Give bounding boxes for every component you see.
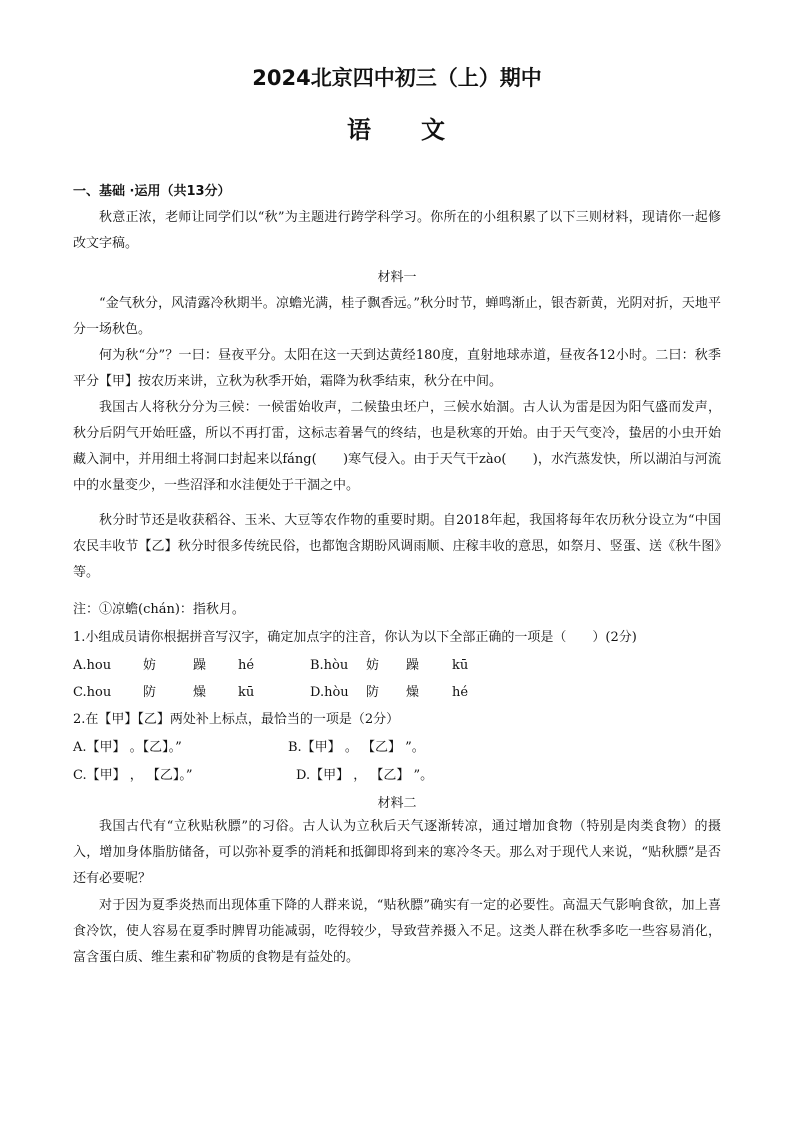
- option-char: 燥: [406, 685, 420, 700]
- option-char: 躁: [406, 658, 420, 673]
- material2-heading: 材料二: [377, 796, 417, 811]
- question-1-stem: 1.小组成员请你根据拼音写汉字，确定加点字的注音，你认为以下全部正确的一项是（ ）(2分): [73, 630, 637, 645]
- material1-paragraph-3: 我国古人将秋分分为三候：一候雷始收声，二候蛰虫坯户，三候水始涸。古人认为雷是因为阳气盛而发声，秋分后阴气开始旺盛，所以不再打雷，这标志着暑气的终结，也是秋寒的开始。由于天气变冷，蛰居的小虫开始藏入洞中，并用细土将洞口封起来以fáng( )寒气侵入。由于天气干zào( )，水汽蒸发快，所以湖泊与河流中的水量变少，一些沼泽和水洼便处于干涸之中。: [73, 400, 721, 493]
- option-char: 燥: [193, 685, 207, 700]
- option-char: 妨: [143, 658, 157, 673]
- material2-paragraph-1: 我国古代有“立秋贴秋膘”的习俗。古人认为立秋后天气逐渐转凉，通过增加食物（特别是肉类食物）的摄入，增加身体脂肪储备，可以弥补夏季的消耗和抵御即将到来的寒冷冬天。那么对于现代人来说，“贴秋膘”是否还有必要呢？: [73, 819, 721, 886]
- option-pinyin: hé: [452, 685, 469, 700]
- footnote: 注：①凉蟾(chán)：指秋月。: [73, 602, 245, 617]
- q1-option-b[interactable]: [310, 654, 468, 673]
- option-pinyin: kū: [452, 658, 469, 673]
- option-pinyin: hé: [238, 658, 255, 673]
- option-char: 妨: [366, 658, 380, 673]
- q2-option-d[interactable]: D.【甲】 ， 【乙】 ”。: [296, 768, 434, 783]
- q2-option-b[interactable]: B.【甲】 。 【乙】 ”。: [288, 740, 425, 755]
- q1-option-d[interactable]: [310, 681, 468, 700]
- option-letter: D.hòu: [310, 685, 349, 700]
- material2-paragraph-2: 对于因为夏季炎热而出现体重下降的人群来说，“贴秋膘”确实有一定的必要性。高温天气影响食欲，加上喜食冷饮，使人容易在夏季时脾胃功能减弱，吃得较少，导致营养摄入不足。这类人群在秋季多吃一些容易消化，富含蛋白质、维生素和矿物质的食物是有益处的。: [73, 898, 721, 965]
- intro-paragraph: 秋意正浓，老师让同学们以“秋”为主题进行跨学科学习。你所在的小组积累了以下三则材料，现请你一起修改文字稿。: [73, 210, 721, 251]
- option-pinyin: kū: [238, 685, 255, 700]
- option-char: 防: [366, 685, 380, 700]
- subject-title: [0, 110, 794, 145]
- option-letter: B.hòu: [310, 658, 349, 673]
- option-letter: C.hou: [73, 685, 112, 700]
- material1-paragraph-1: “金气秋分，风清露冷秋期半。凉蟾光满，桂子飘香远。”秋分时节，蝉鸣渐止，银杏新黄，光阴对折，天地平分一场秋色。: [73, 296, 721, 337]
- option-char: 躁: [193, 658, 207, 673]
- option-letter: A.hou: [73, 658, 112, 673]
- q1-option-c[interactable]: [73, 681, 254, 700]
- material1-paragraph-2: 何为秋“分”？一曰：昼夜平分。太阳在这一天到达黄经180度，直射地球赤道，昼夜各12小时。二曰：秋季平分【甲】按农历来讲，立秋为秋季开始，霜降为秋季结束，秋分在中间。: [73, 348, 721, 389]
- q1-option-a[interactable]: [73, 654, 254, 673]
- subject-char-2: 文: [421, 116, 447, 144]
- material1-paragraph-4: 秋分时节还是收获稻谷、玉米、大豆等农作物的重要时期。自2018年起，我国将每年农历秋分设立为“中国农民丰收节【乙】秋分时很多传统民俗，也都饱含期盼风调雨顺、庄稼丰收的意思，如祭月、竖蛋、送《秋牛图》等。: [73, 513, 721, 580]
- material1-heading: 材料一: [377, 270, 417, 285]
- q2-option-a[interactable]: A.【甲】 。【乙】。”: [73, 740, 182, 755]
- section-heading: 一、基础 ·运用（共13分）: [73, 184, 231, 199]
- exam-title: 2024北京四中初三（上）期中: [252, 66, 542, 90]
- question-2-stem: 2.在【甲】【乙】两处补上标点，最恰当的一项是（2分）: [73, 712, 400, 727]
- subject-char-1: 语: [347, 116, 373, 144]
- option-char: 防: [143, 685, 157, 700]
- q2-option-c[interactable]: C.【甲】 ， 【乙】。”: [73, 768, 193, 783]
